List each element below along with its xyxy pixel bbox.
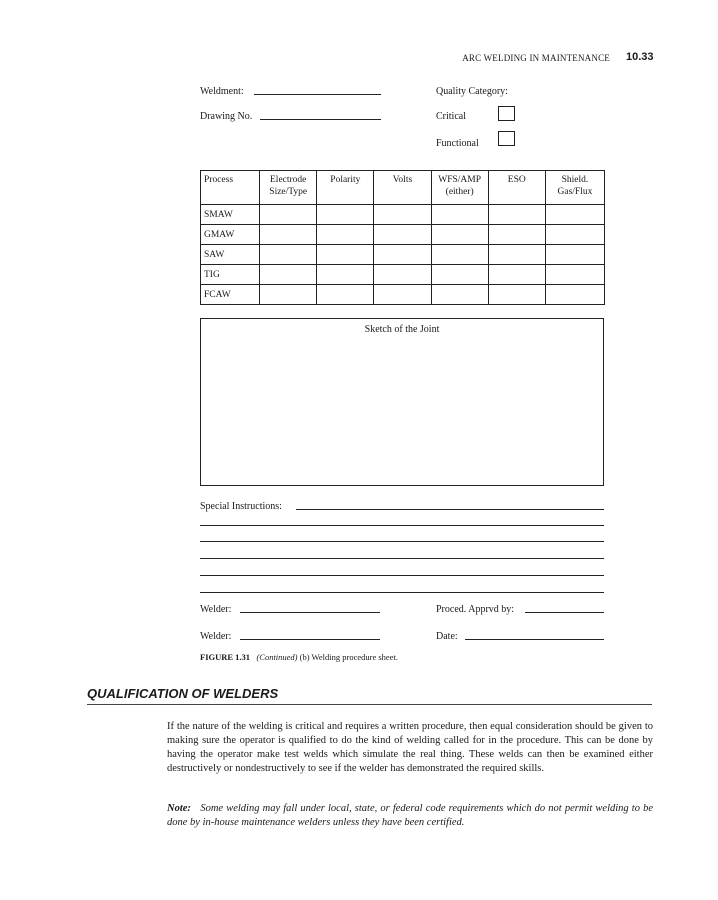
header-volts: Volts: [374, 171, 431, 205]
table-cell[interactable]: [545, 265, 604, 285]
approved-by-field[interactable]: [525, 612, 604, 613]
table-row: [201, 245, 605, 265]
header-electrode: Electrode Size/Type: [260, 171, 317, 205]
table-cell[interactable]: [317, 265, 374, 285]
caption-continued: (Continued): [256, 652, 298, 662]
table-cell[interactable]: [260, 225, 317, 245]
header-process: Process: [201, 171, 260, 205]
table-cell[interactable]: [374, 225, 431, 245]
table-cell[interactable]: [431, 245, 488, 265]
drawing-number-label: Drawing No.: [200, 111, 253, 122]
table-row: [201, 225, 605, 245]
date-label: Date:: [436, 631, 458, 642]
table-cell[interactable]: [374, 245, 431, 265]
table-cell[interactable]: [317, 205, 374, 225]
header-shield-gas: Shield. Gas/Flux: [545, 171, 604, 205]
approved-by-label: Proced. Apprvd by:: [436, 604, 515, 615]
table-cell[interactable]: [374, 285, 431, 305]
table-cell[interactable]: [488, 285, 545, 305]
welder-label: Welder:: [200, 604, 232, 615]
header-eso: ESO: [488, 171, 545, 205]
note-text: Some welding may fall under local, state, or federal code requirements which do not permit welding to be done by in-house maintenance welders unless they have been certified.: [167, 803, 654, 828]
process-name: FCAW: [201, 285, 260, 305]
table-cell[interactable]: [317, 225, 374, 245]
date-field[interactable]: [465, 639, 604, 640]
note-paragraph: [167, 802, 653, 830]
table-row: [201, 285, 605, 305]
table-cell[interactable]: [317, 285, 374, 305]
functional-checkbox[interactable]: [498, 131, 515, 146]
table-cell[interactable]: [545, 205, 604, 225]
process-name: SAW: [201, 245, 260, 265]
table-cell[interactable]: [545, 225, 604, 245]
critical-checkbox[interactable]: [498, 106, 515, 121]
table-row: [201, 205, 605, 225]
table-cell[interactable]: [488, 265, 545, 285]
page-number: 10.33: [626, 51, 654, 63]
weldment-label: Weldment:: [200, 86, 244, 97]
table-cell[interactable]: [260, 265, 317, 285]
table-cell[interactable]: [488, 245, 545, 265]
table-cell[interactable]: [260, 285, 317, 305]
process-name: TIG: [201, 265, 260, 285]
special-instructions-label: Special Instructions:: [200, 501, 282, 512]
table-cell[interactable]: [431, 285, 488, 305]
caption-text: (b) Welding procedure sheet.: [299, 652, 398, 662]
running-header-title: ARC WELDING IN MAINTENANCE: [462, 53, 610, 63]
quality-category-label: Quality Category:: [436, 86, 508, 97]
table-row: [201, 265, 605, 285]
header-wfs-amp: WFS/AMP (either): [431, 171, 488, 205]
welder-field[interactable]: [240, 612, 380, 613]
sketch-title: Sketch of the Joint: [364, 324, 440, 335]
table-cell[interactable]: [488, 225, 545, 245]
process-table: [200, 170, 605, 305]
section-heading: QUALIFICATION OF WELDERS: [87, 686, 279, 701]
table-cell[interactable]: [431, 265, 488, 285]
section-divider: [87, 704, 652, 705]
special-instructions-line[interactable]: [200, 592, 604, 593]
table-cell[interactable]: [431, 225, 488, 245]
drawing-number-field[interactable]: [260, 119, 381, 120]
special-instructions-line[interactable]: [200, 525, 604, 526]
table-cell[interactable]: [260, 205, 317, 225]
process-name: GMAW: [201, 225, 260, 245]
figure-number: FIGURE 1.31: [200, 652, 251, 662]
body-paragraph: If the nature of the welding is critical and requires a written procedure, then equal consideration should be given to making sure the operator is qualified to do the kind of welding called for in the procedure. This can be done by having the operator make test welds which simulate the real thing. These welds can then be examined either destructively or nondestructively to see if the welder has demonstrated the required skills.: [167, 721, 653, 774]
header-polarity: Polarity: [317, 171, 374, 205]
process-name: SMAW: [201, 205, 260, 225]
welder-field[interactable]: [240, 639, 380, 640]
joint-sketch-box[interactable]: [200, 318, 604, 486]
table-cell[interactable]: [488, 205, 545, 225]
table-cell[interactable]: [545, 285, 604, 305]
table-header-row: [201, 171, 605, 205]
table-cell[interactable]: [545, 245, 604, 265]
table-cell[interactable]: [374, 265, 431, 285]
functional-label: Functional: [436, 138, 479, 149]
table-cell[interactable]: [431, 205, 488, 225]
welder-label: Welder:: [200, 631, 232, 642]
note-label: Note:: [167, 803, 191, 814]
critical-label: Critical: [436, 111, 466, 122]
special-instructions-line[interactable]: [200, 558, 604, 559]
table-cell[interactable]: [374, 205, 431, 225]
table-cell[interactable]: [260, 245, 317, 265]
table-cell[interactable]: [317, 245, 374, 265]
figure-caption: [200, 652, 398, 662]
weldment-field[interactable]: [254, 94, 381, 95]
special-instructions-line[interactable]: [200, 541, 604, 542]
special-instructions-line[interactable]: [200, 575, 604, 576]
special-instructions-line[interactable]: [296, 509, 604, 510]
